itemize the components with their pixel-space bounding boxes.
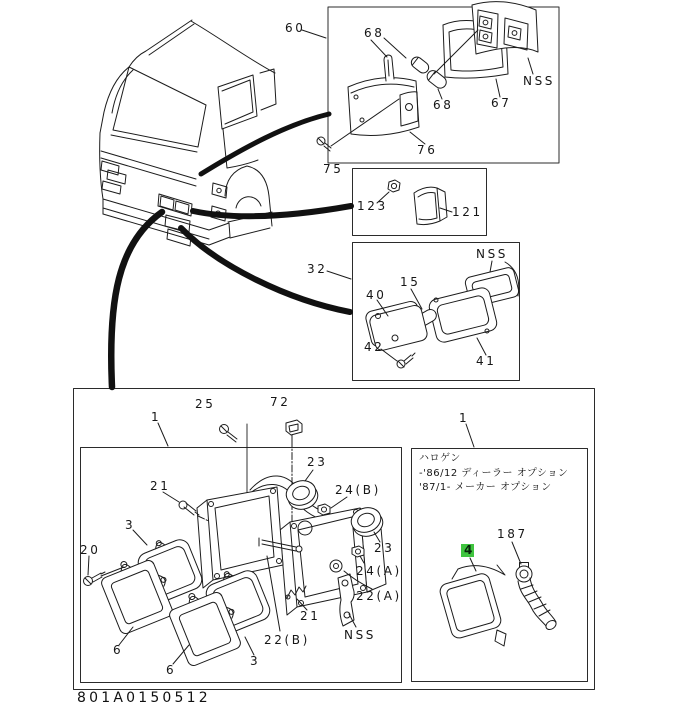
- part-label-68[interactable]: 68: [433, 98, 454, 112]
- part-label-68[interactable]: 68: [364, 26, 385, 40]
- part-label-nss[interactable]: NSS: [523, 74, 556, 88]
- part-label-25[interactable]: 25: [195, 397, 216, 411]
- part-label-24a[interactable]: 24(A): [356, 564, 402, 578]
- nut-icon: [318, 504, 330, 515]
- part-label-1[interactable]: 1: [151, 410, 162, 424]
- van-illustration: [100, 20, 276, 246]
- bulb-icon: [409, 55, 431, 75]
- side-marker-detail: [377, 180, 452, 225]
- part-label-24b[interactable]: 24(B): [335, 483, 381, 497]
- screw-icon: [397, 353, 415, 368]
- part-label-22b[interactable]: 22(B): [264, 633, 310, 647]
- part-label-123[interactable]: 123: [357, 199, 388, 213]
- nut-icon: [388, 180, 400, 192]
- halogen-lamp-unit: [438, 572, 502, 640]
- part-label-42[interactable]: 42: [364, 340, 385, 354]
- part-label-40[interactable]: 40: [366, 288, 387, 302]
- front-combination-lamp-detail: [302, 2, 538, 151]
- halogen-note-line3: '87/1- メーカー オプション: [419, 482, 552, 493]
- part-label-23[interactable]: 23: [307, 455, 328, 469]
- part-label-60[interactable]: 60: [285, 21, 306, 35]
- diagram-code: 801A0150512: [77, 690, 211, 706]
- part-label-nss[interactable]: NSS: [476, 247, 509, 261]
- part-label-76[interactable]: 76: [417, 143, 438, 157]
- halogen-option-note: [419, 452, 568, 496]
- side-turn-lamp-detail: [327, 261, 520, 368]
- halogen-note-line1: ハロゲン: [419, 453, 461, 464]
- part-label-121[interactable]: 121: [452, 205, 483, 219]
- part-label-nss[interactable]: NSS: [344, 628, 377, 642]
- halogen-note-line2: -'86/12 ディーラー オプション: [419, 467, 569, 479]
- screw-icon: [220, 425, 238, 443]
- part-label-3[interactable]: 3: [125, 518, 136, 532]
- part-label-4[interactable]: 4: [461, 544, 474, 557]
- part-label-3[interactable]: 3: [250, 654, 261, 668]
- screw-icon: [179, 501, 199, 515]
- part-label-21[interactable]: 21: [150, 479, 171, 493]
- part-label-6[interactable]: 6: [113, 643, 124, 657]
- part-label-32[interactable]: 32: [307, 262, 328, 276]
- screw-icon: [317, 137, 331, 151]
- part-label-72[interactable]: 72: [270, 395, 291, 409]
- part-label-21[interactable]: 21: [300, 609, 321, 623]
- callout-arrows: [111, 114, 351, 387]
- part-label-20[interactable]: 20: [80, 543, 101, 557]
- part-label-22a[interactable]: 22(A): [356, 589, 402, 603]
- part-label-23[interactable]: 23: [374, 541, 395, 555]
- nut-icon: [352, 546, 364, 557]
- clip-icon: [286, 420, 302, 440]
- part-label-1[interactable]: 1: [459, 411, 470, 425]
- part-label-15[interactable]: 15: [400, 275, 421, 289]
- part-label-187[interactable]: 187: [497, 527, 528, 541]
- connector-icon: [516, 563, 558, 632]
- part-label-67[interactable]: 67: [491, 96, 512, 110]
- headlamp-assembly-detail: [84, 420, 387, 667]
- part-label-75[interactable]: 75: [323, 162, 344, 176]
- part-label-41[interactable]: 41: [476, 354, 497, 368]
- part-label-6[interactable]: 6: [166, 663, 177, 677]
